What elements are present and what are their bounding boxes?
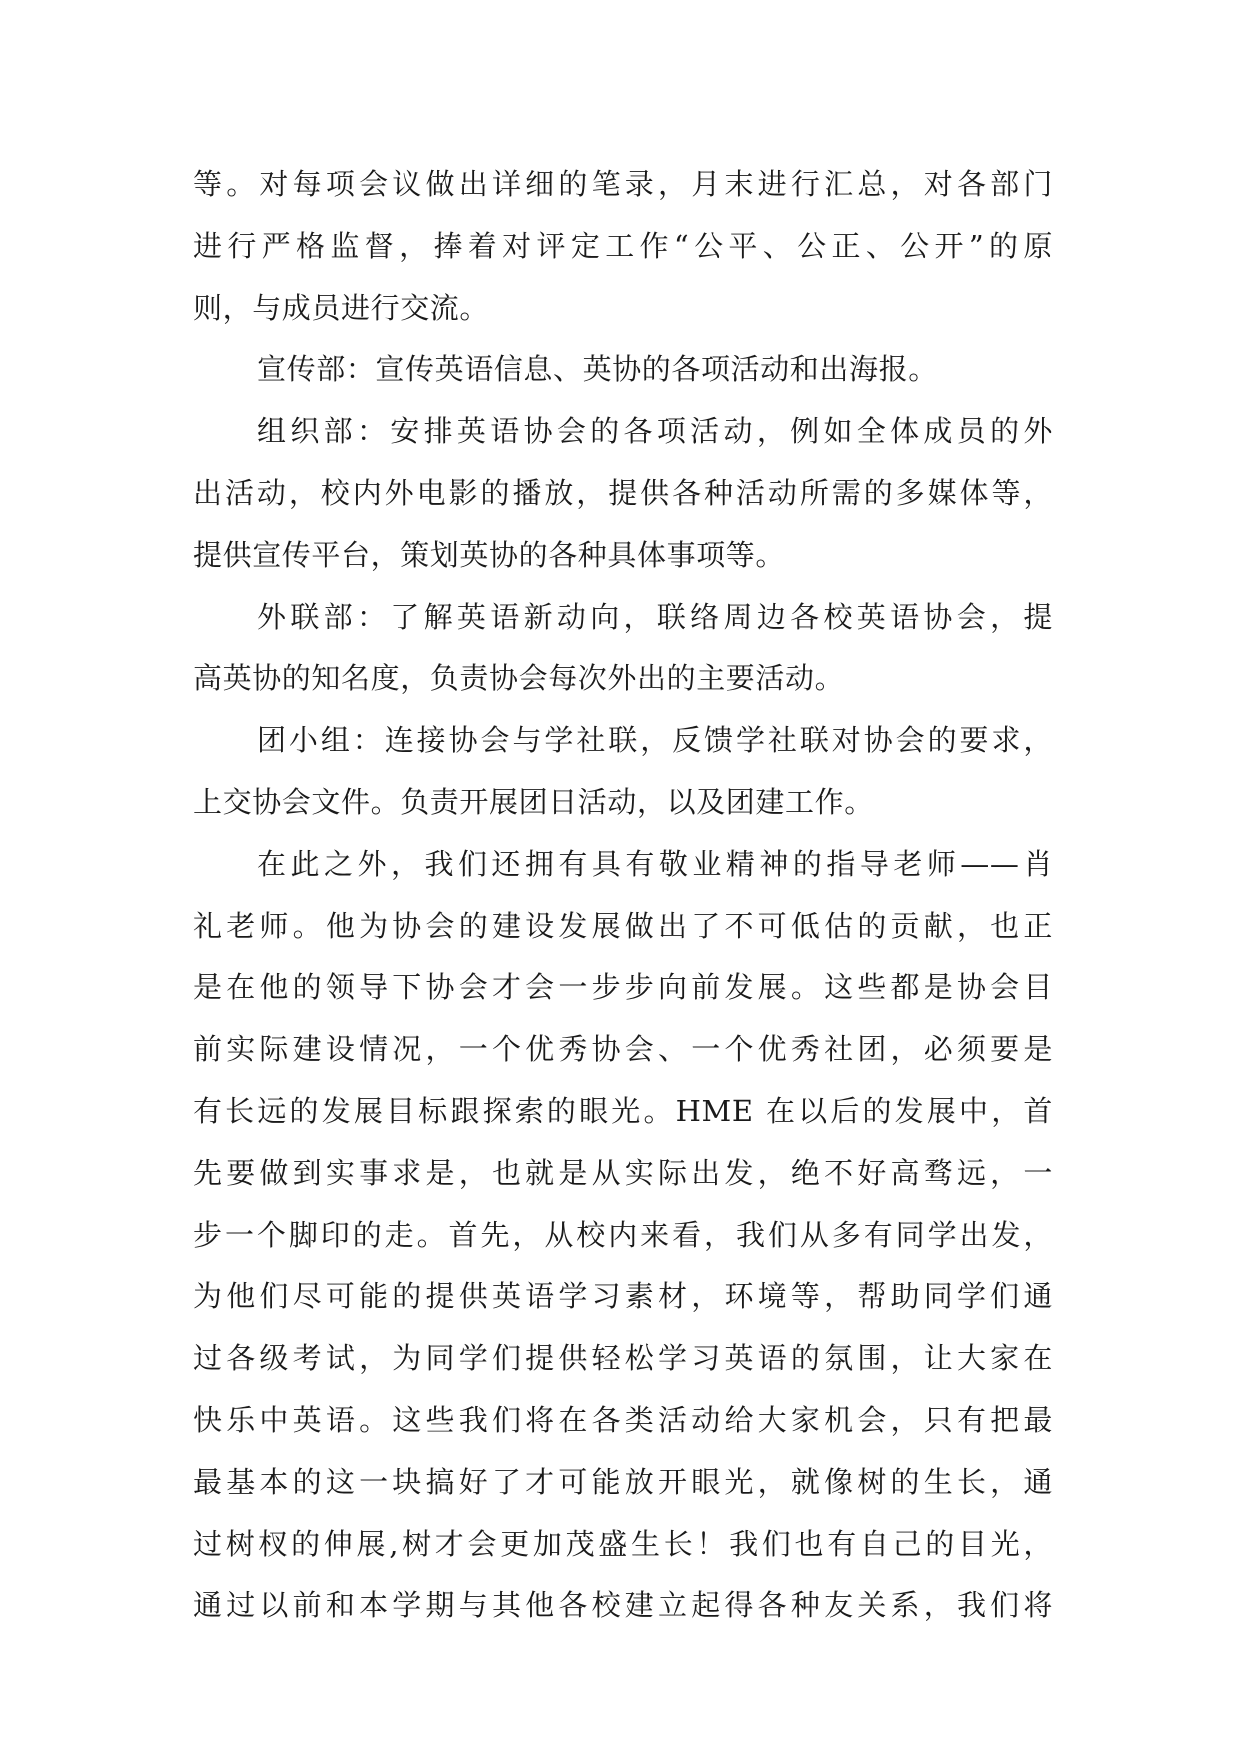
text-line: 快乐中英语。这些我们将在各类活动给大家机会，只有把最 xyxy=(193,1402,1053,1437)
text-line: 高英协的知名度，负责协会每次外出的主要活动。 xyxy=(193,661,845,696)
text-line: 最基本的这一块搞好了才可能放开眼光，就像树的生长，通 xyxy=(193,1464,1053,1499)
text-line: 组织部：安排英语协会的各项活动，例如全体成员的外 xyxy=(257,414,1053,449)
text-line: 前实际建设情况，一个优秀协会、一个优秀社团，必须要是 xyxy=(193,1032,1053,1067)
text-line: 团小组：连接协会与学社联，反馈学社联对协会的要求， xyxy=(257,723,1053,758)
text-line: 先要做到实事求是，也就是从实际出发，绝不好高骛远，一 xyxy=(193,1155,1053,1190)
text-line: 外联部：了解英语新动向，联络周边各校英语协会，提 xyxy=(257,599,1053,634)
text-line: 通过以前和本学期与其他各校建立起得各种友关系，我们将 xyxy=(193,1588,1053,1623)
text-line: 是在他的领导下协会才会一步步向前发展。这些都是协会目 xyxy=(193,970,1053,1005)
text-line: 在此之外，我们还拥有具有敬业精神的指导老师——肖 xyxy=(257,846,1053,881)
text-line: 提供宣传平台，策划英协的各种具体事项等。 xyxy=(193,537,786,572)
text-line: 上交协会文件。负责开展团日活动，以及团建工作。 xyxy=(193,784,874,819)
text-line: 有长远的发展目标跟探索的眼光。HME 在以后的发展中，首 xyxy=(193,1093,1053,1128)
text-line: 过树杈的伸展,树才会更加茂盛生长！我们也有自己的目光， xyxy=(193,1526,1053,1561)
text-line: 礼老师。他为协会的建设发展做出了不可低估的贡献，也正 xyxy=(193,908,1053,943)
text-line: 过各级考试，为同学们提供轻松学习英语的氛围，让大家在 xyxy=(193,1341,1053,1376)
text-line: 等。对每项会议做出详细的笔录，月末进行汇总，对各部门 xyxy=(193,167,1053,201)
text-line: 步一个脚印的走。首先，从校内来看，我们从多有同学出发， xyxy=(193,1217,1053,1252)
document-body xyxy=(193,154,1053,1637)
text-line: 宣传部：宣传英语信息、英协的各项活动和出海报。 xyxy=(257,352,938,387)
text-line: 出活动，校内外电影的播放，提供各种活动所需的多媒体等， xyxy=(193,475,1053,510)
text-line: 为他们尽可能的提供英语学习素材，环境等，帮助同学们通 xyxy=(193,1279,1053,1314)
text-line: 进行严格监督，捧着对评定工作“公平、公正、公开”的原 xyxy=(193,228,1053,263)
text-line: 则，与成员进行交流。 xyxy=(193,290,490,325)
